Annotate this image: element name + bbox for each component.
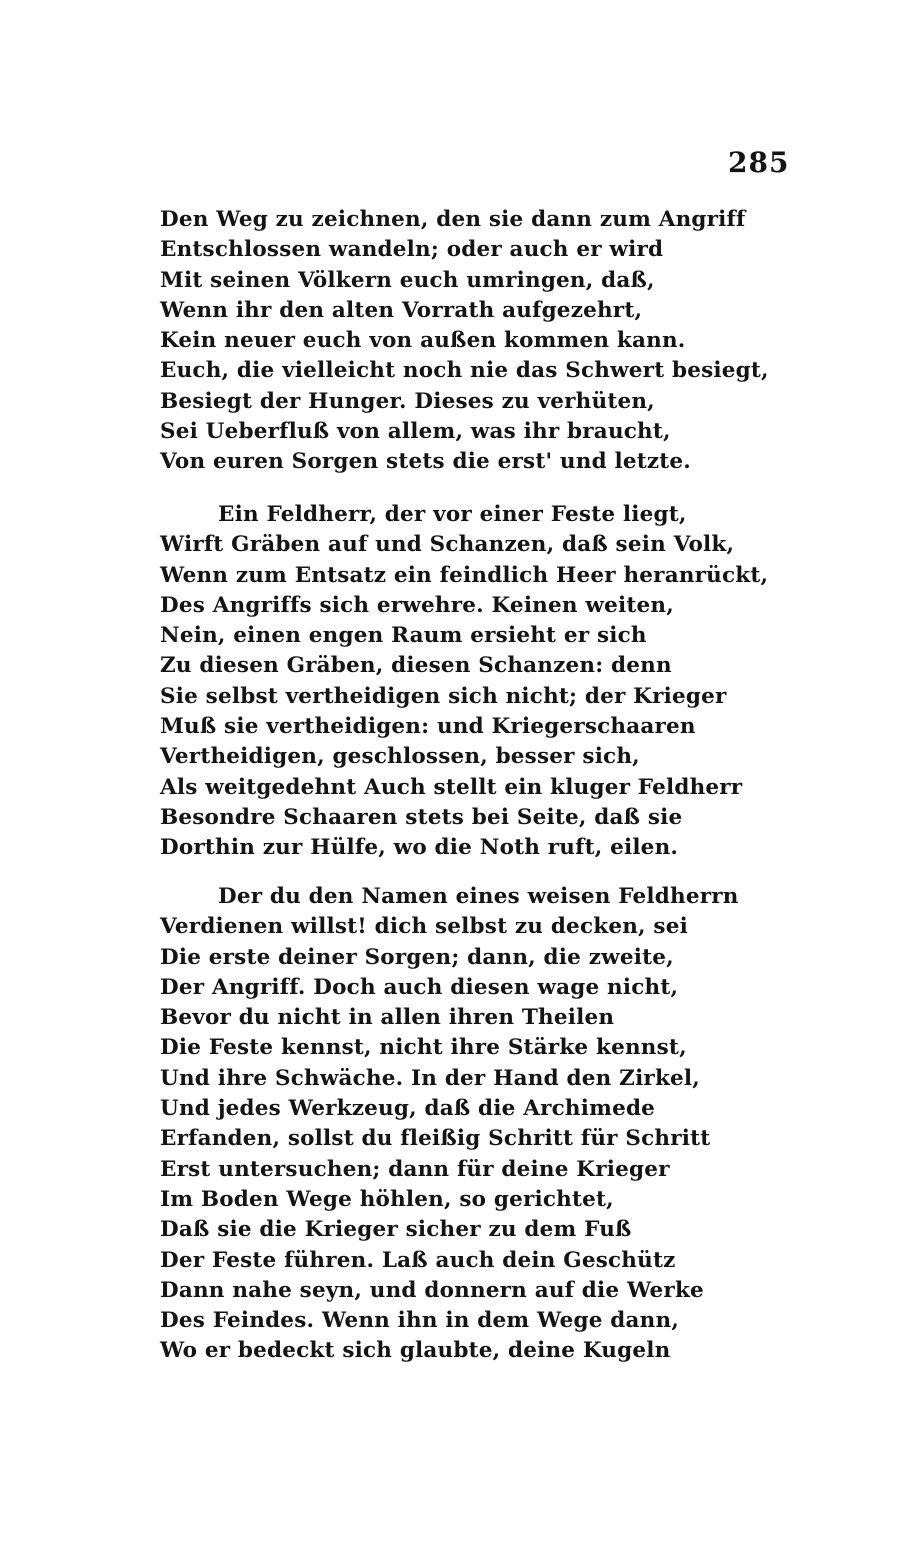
verse-line: Und ihre Schwäche. In der Hand den Zirkel, [160, 1065, 700, 1091]
verse-line: Euch, die vielleicht noch nie das Schwert besiegt, [160, 358, 769, 384]
verse-line: Von euren Sorgen stets die erst' und letzte. [160, 449, 691, 475]
verse-line: Und jedes Werkzeug, daß die Archimede [160, 1096, 656, 1122]
verse-line: Daß sie die Krieger sicher zu dem Fuß [160, 1217, 632, 1243]
verse-line: Dann nahe seyn, und donnern auf die Werke [160, 1277, 704, 1303]
verse-line: Wo er bedeckt sich glaubte, deine Kugeln [160, 1338, 671, 1364]
verse-line: Die Feste kennst, nicht ihre Stärke kennst, [160, 1035, 687, 1061]
verse-line: Dorthin zur Hülfe, wo die Noth ruft, eilen. [160, 835, 679, 861]
verse-line: Wirft Gräben auf und Schanzen, daß sein Volk, [160, 532, 735, 558]
verse-line: Ein Feldherr, der vor einer Feste liegt, [218, 502, 687, 527]
verse-line: Die erste deiner Sorgen; dann, die zweite, [160, 944, 674, 970]
verse-line: Des Angriffs sich erwehre. Keinen weiten, [160, 592, 674, 618]
verse-line: Wenn zum Entsatz ein feindlich Heer heranrückt, [160, 562, 769, 588]
verse-line: Der Angriff. Doch auch diesen wage nicht, [160, 974, 679, 1000]
verse-line: Mit seinen Völkern euch umringen, daß, [160, 267, 655, 293]
verse-line: Der du den Namen eines weisen Feldherrn [218, 884, 739, 909]
verse-line: Besondre Schaaren stets bei Seite, daß sie [160, 804, 683, 830]
verse-line: Muß sie vertheidigen: und Kriegerschaaren [160, 714, 696, 740]
verse-line: Wenn ihr den alten Vorrath aufgezehrt, [160, 297, 643, 323]
verse-line: Als weitgedehnt Auch stellt ein kluger Feldherr [160, 774, 743, 800]
page-number: 285 [728, 146, 790, 179]
verse-line: Verdienen willst! dich selbst zu decken, sei [160, 914, 688, 940]
verse-line: Kein neuer euch von außen kommen kann. [160, 328, 686, 354]
stanza [160, 500, 769, 864]
verse-line: Zu diesen Gräben, diesen Schanzen: denn [160, 653, 672, 679]
stanza [160, 882, 760, 1367]
verse-line: Vertheidigen, geschlossen, besser sich, [160, 744, 640, 770]
verse-line: Bevor du nicht in allen ihren Theilen [160, 1005, 615, 1031]
verse-line: Sie selbst vertheidigen sich nicht; der Krieger [160, 683, 727, 709]
stanza [160, 205, 769, 478]
verse-line: Erfanden, sollst du fleißig Schritt für Schritt [160, 1126, 711, 1152]
verse-line: Erst untersuchen; dann für deine Krieger [160, 1156, 670, 1182]
verse-line: Besiegt der Hunger. Dieses zu verhüten, [160, 388, 655, 414]
verse-line: Nein, einen engen Raum ersieht er sich [160, 623, 647, 649]
verse-line: Der Feste führen. Laß auch dein Geschütz [160, 1247, 676, 1273]
verse-line: Entschlossen wandeln; oder auch er wird [160, 237, 664, 263]
verse-line: Sei Ueberfluß von allem, was ihr braucht, [160, 419, 671, 445]
verse-line: Den Weg zu zeichnen, den sie dann zum Angriff [160, 207, 746, 232]
verse-line: Im Boden Wege höhlen, so gerichtet, [160, 1186, 614, 1212]
verse-line: Des Feindes. Wenn ihn in dem Wege dann, [160, 1308, 680, 1334]
